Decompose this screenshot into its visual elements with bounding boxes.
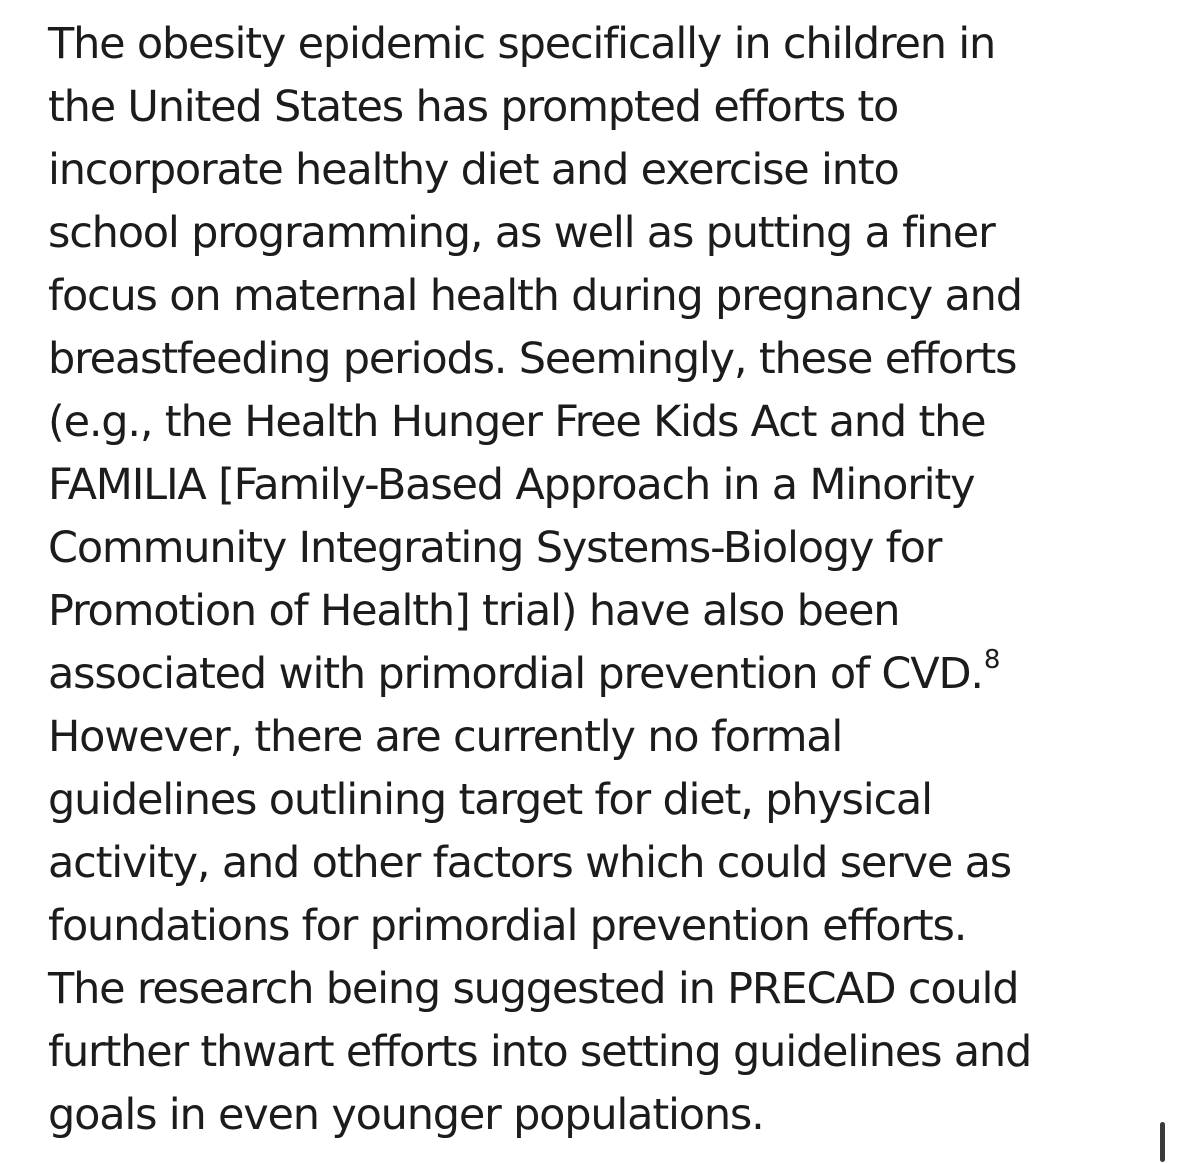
text-line: activity, and other factors which could serve as	[48, 838, 1011, 888]
text-line: The obesity epidemic specifically in children in	[48, 19, 996, 69]
text-line: focus on maternal health during pregnancy and	[48, 271, 1022, 321]
text-line: the United States has prompted efforts to	[48, 82, 899, 132]
text-line: foundations for primordial prevention efforts.	[48, 901, 967, 951]
article-paragraph	[48, 13, 1158, 1147]
text-line: incorporate healthy diet and exercise into	[48, 145, 899, 195]
text-line: breastfeeding periods. Seemingly, these efforts	[48, 334, 1017, 384]
text-line: associated with primordial prevention of CVD.	[48, 649, 983, 699]
text-line: Community Integrating Systems-Biology for	[48, 523, 942, 573]
citation-link[interactable]: 8	[983, 645, 1000, 675]
text-line-with-citation	[48, 643, 1158, 706]
text-line: However, there are currently no formal	[48, 712, 843, 762]
text-line: Promotion of Health] trial) have also been	[48, 586, 900, 636]
text-line: further thwart efforts into setting guidelines and	[48, 1027, 1032, 1077]
text-line: FAMILIA [Family-Based Approach in a Minority	[48, 460, 975, 510]
scroll-indicator[interactable]	[1160, 1122, 1165, 1162]
text-line: The research being suggested in PRECAD could	[48, 964, 1019, 1014]
text-line: guidelines outlining target for diet, physical	[48, 775, 932, 825]
text-line: (e.g., the Health Hunger Free Kids Act and the	[48, 397, 986, 447]
text-line: school programming, as well as putting a finer	[48, 208, 995, 258]
text-line: goals in even younger populations.	[48, 1090, 764, 1140]
